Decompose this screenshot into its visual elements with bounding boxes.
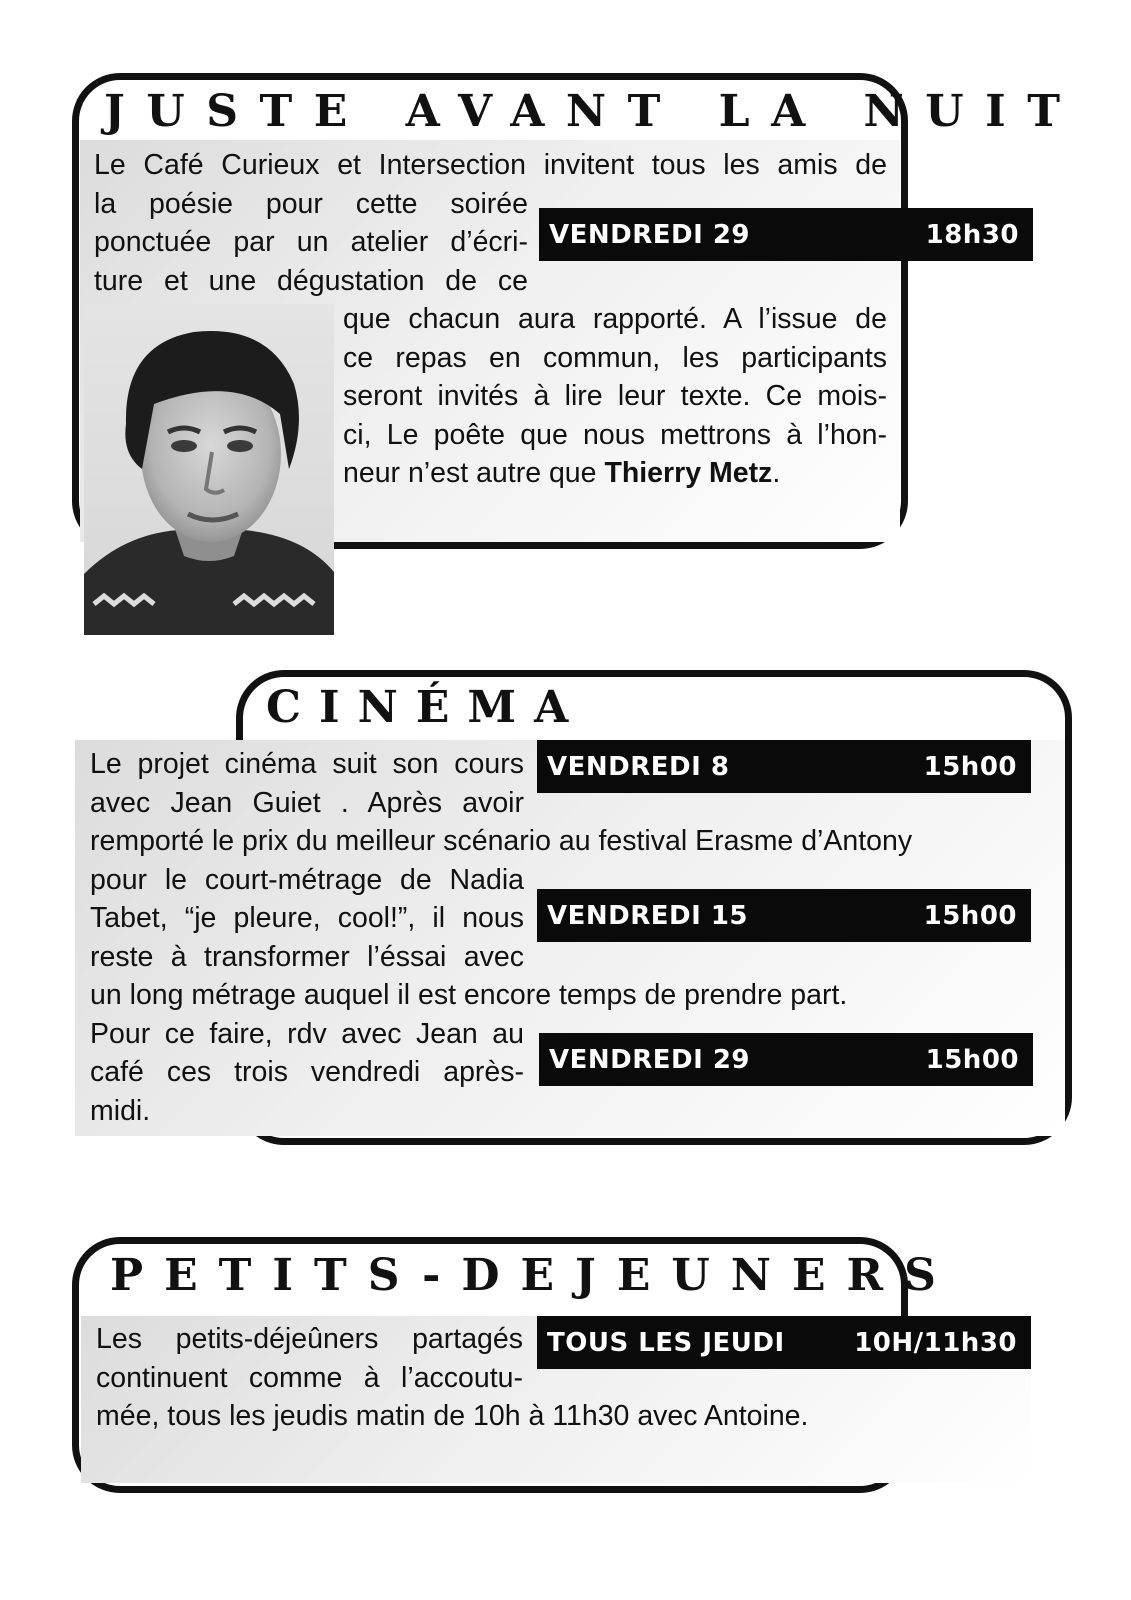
schedule-bar xyxy=(539,208,1033,261)
schedule-bar xyxy=(537,740,1031,793)
text-line: seront invités à lire leur texte. Ce mois- xyxy=(343,380,887,412)
schedule-day: VENDREDI 15 xyxy=(547,900,748,931)
text-line: Pour ce faire, rdv avec Jean au xyxy=(90,1017,524,1050)
text-segment: . xyxy=(772,457,781,489)
schedule-bar xyxy=(537,889,1031,942)
text-line: Tabet, “je pleure, cool!”, il nous xyxy=(90,902,524,934)
text-line: Le projet cinéma suit son cours xyxy=(90,748,524,780)
schedule-bar xyxy=(537,1316,1031,1369)
schedule-time: 10H/11h30 xyxy=(854,1327,1017,1358)
juste-text-left-column xyxy=(94,185,528,301)
text-line: que chacun aura rapporté. A l’issue de xyxy=(343,303,887,335)
text-line: remporté le prix du meilleur scénario au festival Erasme d’Antony xyxy=(90,825,913,857)
schedule-time: 18h30 xyxy=(925,219,1019,250)
text-line: la poésie pour cette soirée xyxy=(94,187,528,220)
cinema-title: CINÉMA xyxy=(266,682,587,733)
schedule-day: TOUS LES JEUDI xyxy=(547,1327,785,1358)
schedule-day: VENDREDI 8 xyxy=(547,751,730,782)
text-line: ponctuée par un atelier d’écri- xyxy=(94,226,528,258)
petits-dejeuners-title: PETITS-DEJEUNERS xyxy=(110,1250,957,1301)
schedule-bar xyxy=(539,1033,1033,1086)
text-line: ture et une dégustation de ce xyxy=(94,264,528,297)
text-line: pour le court-métrage de Nadia xyxy=(90,863,524,896)
schedule-time: 15h00 xyxy=(923,751,1017,782)
text-line: continuent comme à l’accoutu- xyxy=(96,1361,523,1394)
poet-name: Thierry Metz xyxy=(604,457,773,489)
juste-text-right-column xyxy=(343,300,887,493)
text-line: ci, Le poête que nous mettrons à l’hon- xyxy=(343,418,887,451)
text-line: ce repas en commun, les participants xyxy=(343,341,887,374)
text-line: café ces trois vendredi après- xyxy=(90,1056,524,1088)
schedule-day: VENDREDI 29 xyxy=(549,219,750,250)
poet-portrait-photo xyxy=(84,304,334,635)
text-line: midi. xyxy=(90,1094,151,1127)
text-line: reste à transformer l’éssai avec xyxy=(90,940,524,973)
text-line: Le Café Curieux et Intersection invitent tous les amis de xyxy=(94,149,887,181)
text-line: Les petits-déjeûners partagés xyxy=(96,1323,523,1355)
schedule-time: 15h00 xyxy=(925,1044,1019,1075)
text-segment: neur n’est autre que xyxy=(343,457,605,489)
portrait-illustration xyxy=(84,304,334,635)
juste-avant-la-nuit-title: JUSTE AVANT LA NUIT xyxy=(104,86,1082,137)
text-line: un long métrage auquel il est encore temps de prendre part. xyxy=(90,979,848,1011)
text-line: mée, tous les jeudis matin de 10h à 11h30 avec Antoine. xyxy=(96,1400,809,1432)
schedule-time: 15h00 xyxy=(923,900,1017,931)
schedule-day: VENDREDI 29 xyxy=(549,1044,750,1075)
text-line: avec Jean Guiet . Après avoir xyxy=(90,786,524,819)
text-line xyxy=(343,454,887,493)
juste-text-top xyxy=(94,146,887,185)
